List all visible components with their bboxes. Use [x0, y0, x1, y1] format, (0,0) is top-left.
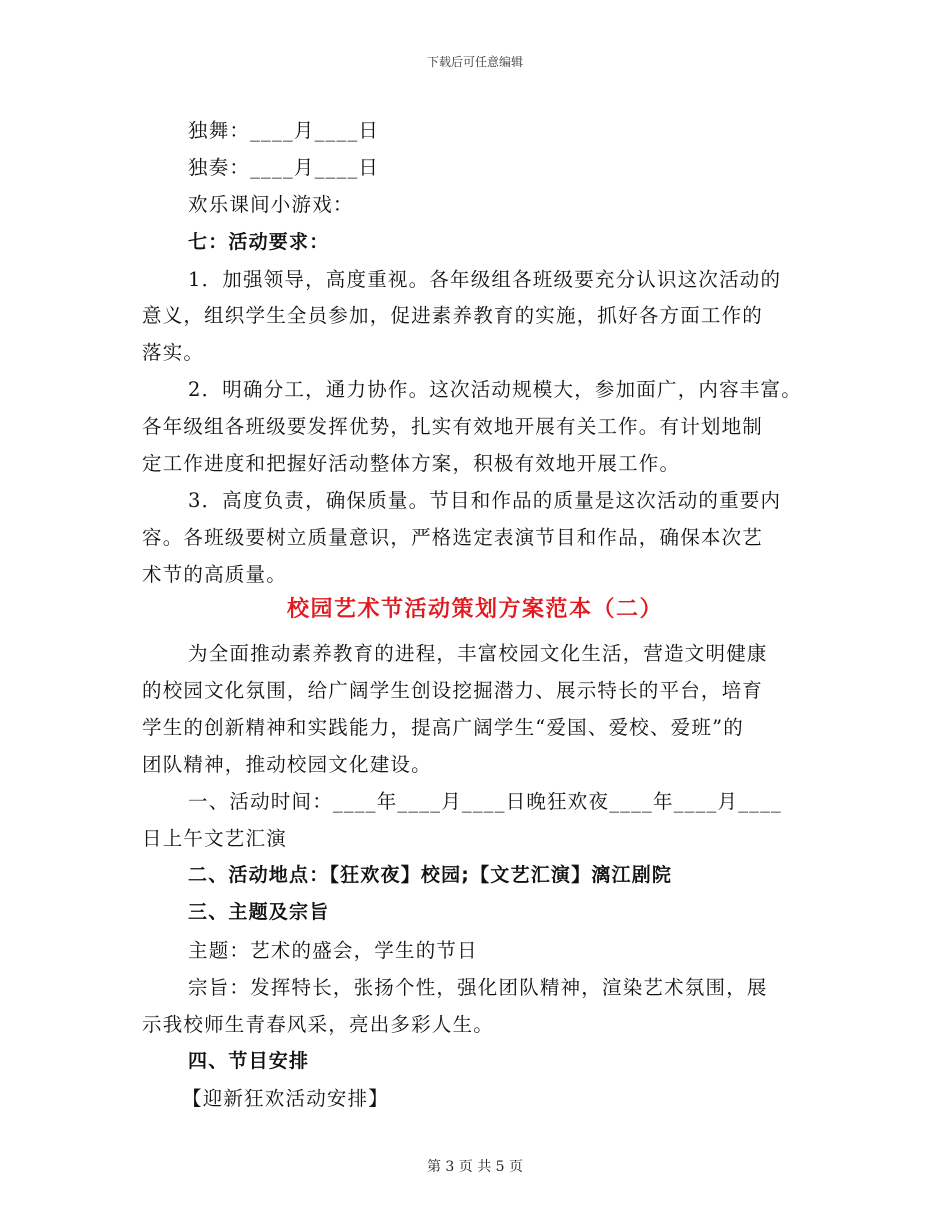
intro-line3: 学生的创新精神和实践能力，提高广阔学生“爱国、爱校、爱班”的 [142, 716, 744, 739]
program-subheading: 【迎新狂欢活动安排】 [182, 1087, 390, 1110]
purpose-line2: 示我校师生青春风采，亮出多彩人生。 [142, 1013, 494, 1036]
program-heading: 四、节目安排 [188, 1050, 310, 1072]
intro-line2: 的校园文化氛围，给广阔学生创设挖掘潜力、展示特长的平台，培育 [142, 679, 764, 702]
req2-line3: 定工作进度和把握好活动整体方案，积极有效地开展工作。 [142, 452, 681, 475]
req3-line2: 容。各班级要树立质量意识，严格选定表演节目和作品，确保本次艺 [142, 526, 764, 549]
document-title: 校园艺术节活动策划方案范本（二） [286, 597, 663, 622]
req3-line1: 3．高度负责，确保质量。节目和作品的质量是这次活动的重要内 [188, 489, 782, 512]
req2-line1: 2．明确分工，通力协作。这次活动规模大，参加面广，内容丰富。 [188, 378, 802, 401]
solo-dance-line: 独舞：____月____日 [188, 119, 380, 142]
page-footer: 第 3 页 共 5 页 [426, 1159, 524, 1175]
theme-line: 主题：艺术的盛会，学生的节日 [188, 939, 478, 962]
activity-time-line2: 日上午文艺汇演 [142, 827, 287, 850]
solo-instrument-line: 独奏：____月____日 [188, 156, 380, 179]
req2-line2: 各年级组各班级要发挥优势，扎实有效地开展有关工作。有计划地制 [142, 415, 764, 438]
activity-place: 二、活动地点：【狂欢夜】校园;【文艺汇演】漓江剧院 [188, 864, 673, 886]
recess-game-line: 欢乐课间小游戏： [188, 193, 354, 216]
page-header: 下载后可任意编辑 [426, 55, 523, 69]
section-7-heading: 七：活动要求： [188, 231, 330, 253]
req1-line1: 1．加强领导，高度重视。各年级组各班级要充分认识这次活动的 [188, 268, 782, 291]
purpose-line1: 宗旨：发挥特长，张扬个性，强化团队精神，渲染艺术氛围，展 [188, 976, 768, 999]
req1-line3: 落实。 [142, 341, 205, 364]
activity-time-line1: 一、活动时间：____年____月____日晚狂欢夜____年____月____ [188, 790, 783, 813]
intro-line4: 团队精神，推动校园文化建设。 [142, 753, 432, 776]
req1-line2: 意义，组织学生全员参加，促进素养教育的实施，抓好各方面工作的 [142, 304, 764, 327]
intro-line1: 为全面推动素养教育的进程，丰富校园文化生活，营造文明健康 [188, 642, 768, 665]
req3-line3: 术节的高质量。 [142, 563, 287, 586]
theme-heading: 三、主题及宗旨 [188, 901, 330, 923]
